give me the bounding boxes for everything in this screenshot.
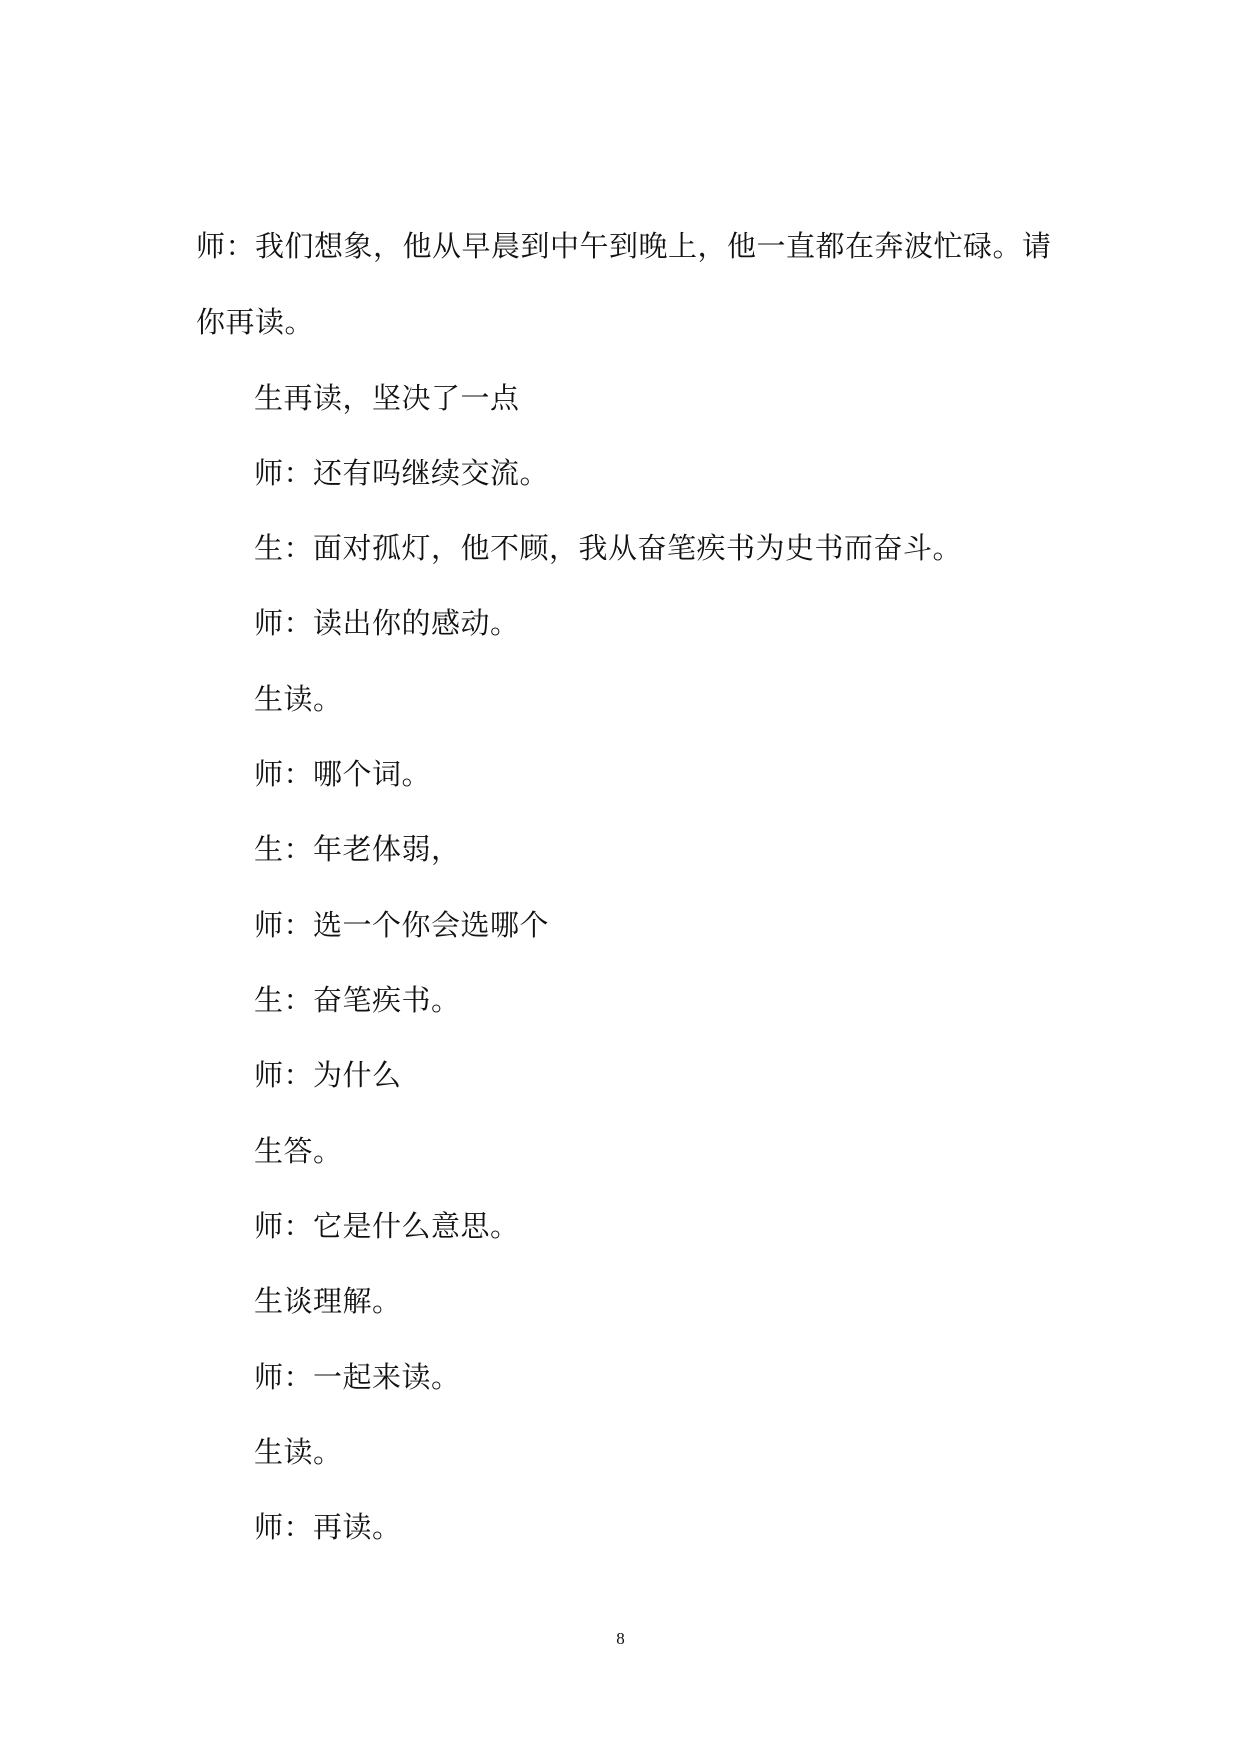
paragraph: 师：读出你的感动。 [254, 606, 520, 640]
paragraph: 师：为什么 [254, 1058, 402, 1092]
page-number: 8 [616, 1629, 625, 1648]
paragraph: 师：再读。 [254, 1510, 402, 1544]
paragraph: 师：它是什么意思。 [254, 1209, 520, 1243]
paragraph: 师：还有吗继续交流。 [254, 456, 550, 490]
paragraph: 生读。 [254, 1435, 343, 1469]
paragraph: 生答。 [254, 1134, 343, 1168]
paragraph: 生：年老体弱， [254, 832, 461, 866]
paragraph: 生谈理解。 [254, 1284, 402, 1318]
paragraph: 生：面对孤灯，他不顾，我从奋笔疾书为史书而奋斗。 [254, 531, 963, 565]
paragraph: 生再读，坚决了一点 [254, 381, 520, 415]
paragraph-line-1: 师：我们想象，他从早晨到中午到晚上，他一直都在奔波忙碌。请 [196, 229, 1052, 263]
paragraph: 生读。 [254, 682, 343, 716]
paragraph: 师：哪个词。 [254, 757, 432, 791]
paragraph: 师：选一个你会选哪个 [254, 908, 550, 942]
paragraph-line-2: 你再读。 [196, 305, 315, 339]
paragraph: 生：奋笔疾书。 [254, 983, 461, 1017]
paragraph: 师：一起来读。 [254, 1360, 461, 1394]
